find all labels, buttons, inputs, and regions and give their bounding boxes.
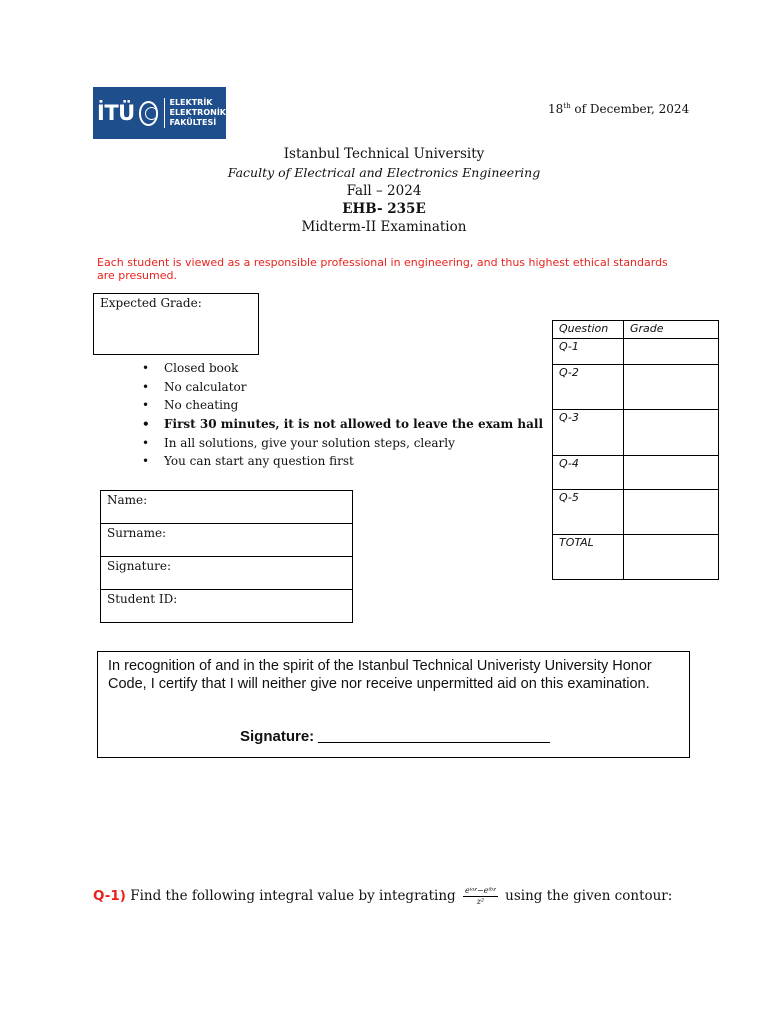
exam-date: 18th of December, 2024 [548,102,690,116]
grade-table [552,320,719,580]
grade-row-label: Q-2 [553,365,624,410]
name-field[interactable]: Name: [100,490,353,524]
honor-signature-label: Signature: [240,728,315,745]
grade-row-label: Q-5 [553,490,624,535]
expected-grade-box[interactable] [93,293,259,355]
rule-item: • No calculator [142,378,543,397]
grade-row-label: Q-3 [553,410,624,456]
grade-cell[interactable] [624,365,719,410]
exam-rules-list [142,359,543,471]
rule-item: • In all solutions, give your solution steps, clearly [142,434,543,453]
honor-signature-line[interactable] [318,742,550,743]
grade-row-label: Q-4 [553,456,624,490]
grade-table-header-question: Question [553,321,624,339]
integrand-numerator: eⁱᵃᶻ−eⁱᵇᶻ [464,886,496,895]
logo-faculty-text: ELEKTRİK ELEKTRONİK FAKÜLTESİ [164,98,226,128]
signature-field[interactable]: Signature: [100,556,353,590]
logo-itu-text: İTÜ [97,101,135,125]
ethics-note: Each student is viewed as a responsible professional in engineering, and thus highest ethical standards are presumed. [97,256,668,282]
university-name: Istanbul Technical University [283,146,485,162]
grade-cell[interactable] [624,456,719,490]
seal-icon [139,101,159,126]
grade-cell[interactable] [624,490,719,535]
grade-row-label: TOTAL [553,535,624,580]
question-1-label: Q-1) [93,888,126,904]
faculty-name: Faculty of Electrical and Electronics Engineering [227,165,541,180]
integrand-denominator: z² [476,897,485,906]
exam-title: Midterm-II Examination [301,219,467,235]
grade-table-header-grade: Grade [624,321,719,339]
expected-grade-label: Expected Grade: [100,296,202,310]
itu-logo [93,87,226,139]
course-code: EHB- 235E [342,201,426,217]
integrand-fraction [463,886,498,907]
honor-code-box [97,651,690,758]
question-1-text-after: using the given contour: [500,888,673,904]
grade-cell[interactable] [624,339,719,365]
rule-item: • Closed book [142,359,543,378]
honor-signature [240,728,550,746]
grade-row-label: Q-1 [553,339,624,365]
question-1-text: Find the following integral value by integrating [125,888,460,904]
student-info-table [100,491,353,623]
student-id-field[interactable]: Student ID: [100,589,353,623]
rule-item: • You can start any question first [142,452,543,471]
surname-field[interactable]: Surname: [100,523,353,557]
grade-cell[interactable] [624,410,719,456]
grade-cell[interactable] [624,535,719,580]
rule-item: • First 30 minutes, it is not allowed to leave the exam hall [142,415,543,434]
question-1 [93,886,672,907]
honor-code-text: In recognition of and in the spirit of the Istanbul Technical Univeristy University Honor Code, I certify that I will neither give nor receive unpermitted aid on this examination. [108,658,652,692]
rule-item: • No cheating [142,396,543,415]
term: Fall – 2024 [346,183,422,199]
